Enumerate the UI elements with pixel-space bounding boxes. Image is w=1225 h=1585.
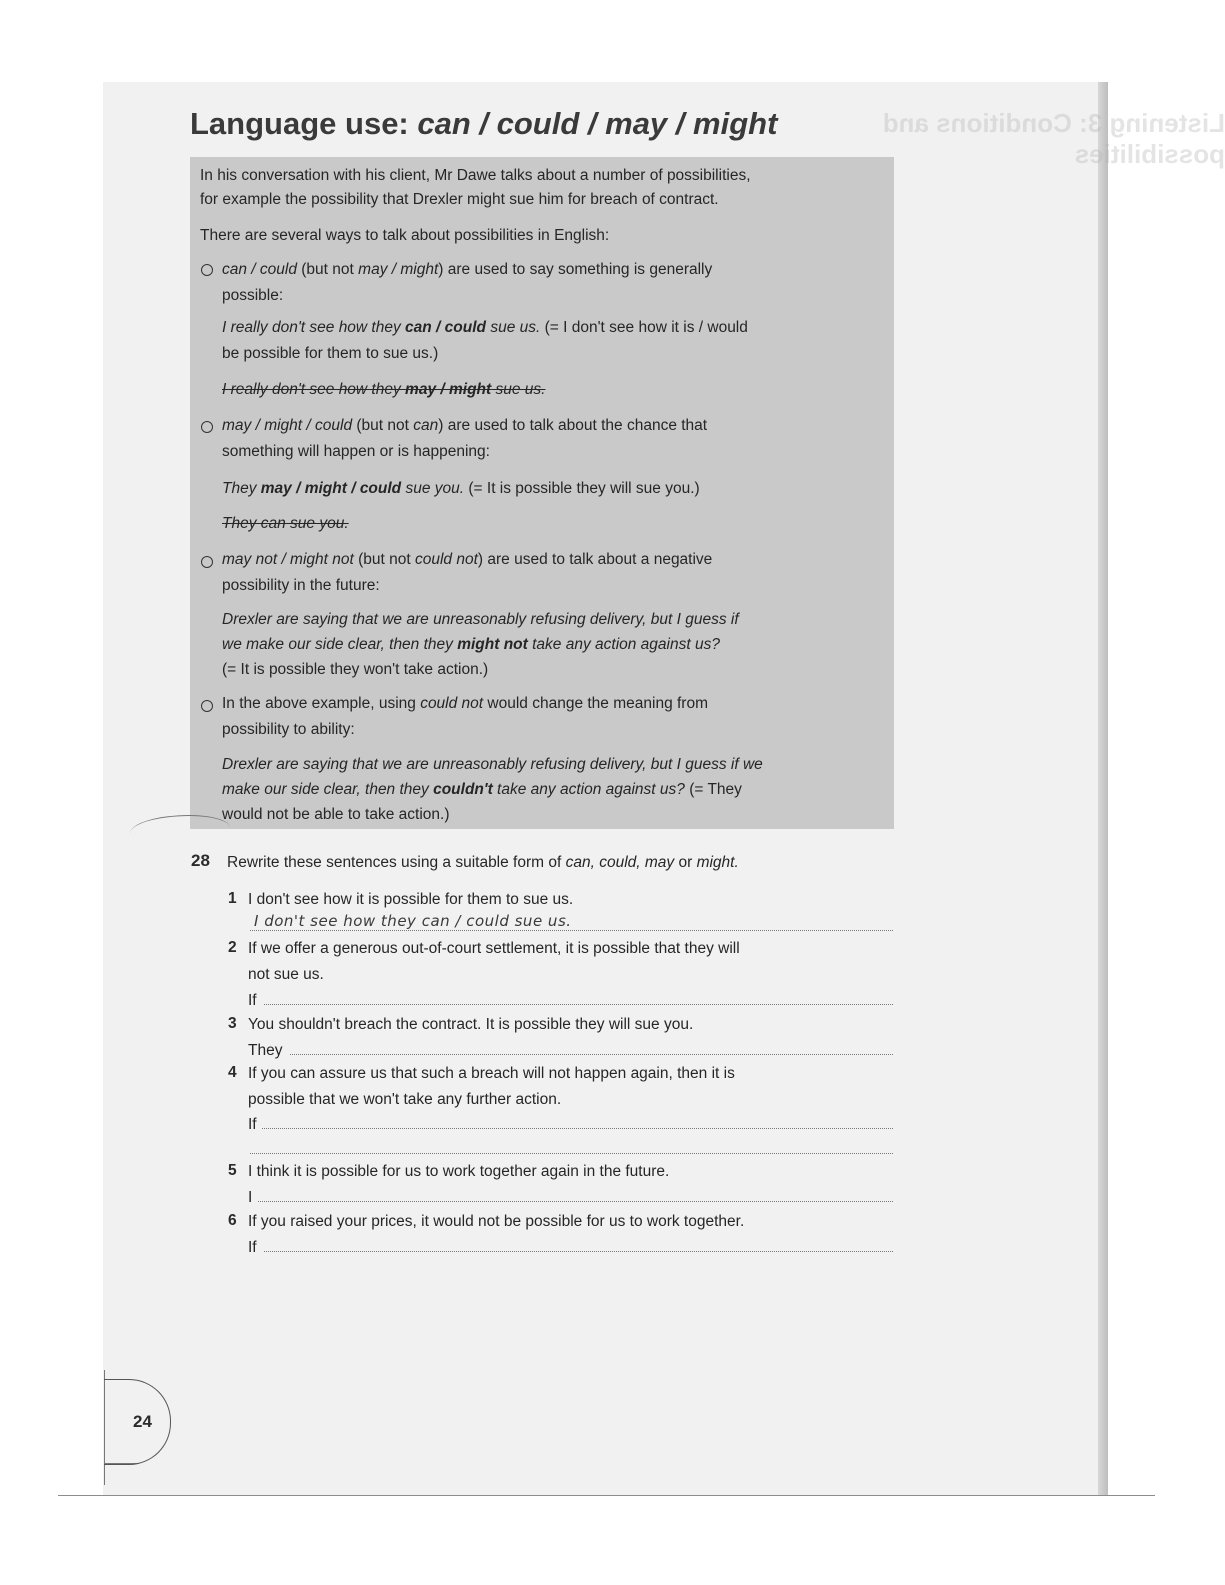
bullet-3-example-3: (= It is possible they won't take action.): [222, 661, 489, 678]
page-title: [190, 106, 777, 142]
item-5-prompt: I think it is possible for us to work together again in the future.: [248, 1163, 670, 1180]
item-2-prompt-line-1: If we offer a generous out-of-court settlement, it is possible that they will: [248, 940, 740, 957]
bullet-4-line-1: In the above example, using could not would change the meaning from: [222, 695, 708, 712]
title-prefix: Language use:: [190, 106, 418, 141]
item-4-prompt-line-1: If you can assure us that such a breach will not happen again, then it is: [248, 1065, 735, 1082]
item-4-start-word: If: [248, 1116, 257, 1133]
item-3-start-word: They: [248, 1042, 283, 1059]
answer-line[interactable]: [264, 1251, 893, 1252]
bottom-rule: [58, 1495, 1155, 1496]
bullet-3-example-2: we make our side clear, then they might not take any action against us?: [222, 636, 720, 653]
bullet-1-example-2: be possible for them to sue us.): [222, 345, 439, 362]
item-6-prompt: If you raised your prices, it would not be possible for us to work together.: [248, 1213, 745, 1230]
answer-line[interactable]: [250, 1153, 893, 1154]
bullet-4-line-2: possibility to ability:: [222, 721, 355, 738]
bullet-4-example-1: Drexler are saying that we are unreasonably refusing delivery, but I guess if we: [222, 756, 763, 773]
item-1-answer: I don't see how they can / could sue us.: [254, 912, 572, 930]
item-1-prompt: I don't see how it is possible for them to sue us.: [248, 891, 574, 908]
item-3-prompt: You shouldn't breach the contract. It is possible they will sue you.: [248, 1016, 694, 1033]
answer-line[interactable]: [250, 930, 893, 931]
bullet-2-line-1: may / might / could (but not can) are used to talk about the chance that: [222, 417, 708, 434]
item-number: 3: [228, 1015, 237, 1032]
item-number: 4: [228, 1064, 237, 1081]
item-2-start-word: If: [248, 992, 257, 1009]
page-edge-shadow: [1098, 82, 1108, 1495]
bullet-icon: [201, 556, 213, 568]
item-number: 6: [228, 1212, 237, 1229]
bullet-2-line-2: something will happen or is happening:: [222, 443, 490, 460]
bullet-icon: [201, 700, 213, 712]
title-modals: can / could / may / might: [417, 106, 778, 141]
bullet-icon: [201, 421, 213, 433]
intro-line-1: In his conversation with his client, Mr Dawe talks about a number of possibilities,: [200, 167, 751, 184]
item-number: 2: [228, 939, 237, 956]
page-number: 24: [133, 1412, 152, 1431]
bullet-2-wrong-example: They can sue you.: [222, 515, 349, 532]
answer-line[interactable]: [290, 1054, 893, 1055]
answer-line[interactable]: [264, 1004, 893, 1005]
bullet-4-example-2: make our side clear, then they couldn't take any action against us? (= They: [222, 781, 742, 798]
bullet-icon: [201, 264, 213, 276]
answer-line[interactable]: [262, 1128, 893, 1129]
bullet-3-example-1: Drexler are saying that we are unreasonably refusing delivery, but I guess if: [222, 611, 739, 628]
item-number: 1: [228, 890, 237, 907]
answer-line[interactable]: [258, 1201, 893, 1202]
intro-line-2: for example the possibility that Drexler might sue him for breach of contract.: [200, 191, 719, 208]
item-6-start-word: If: [248, 1239, 257, 1256]
exercise-instruction: Rewrite these sentences using a suitable form of can, could, may or might.: [227, 854, 739, 871]
intro-line-3: There are several ways to talk about possibilities in English:: [200, 227, 610, 244]
bullet-1-wrong-example: I really don't see how they may / might sue us.: [222, 381, 546, 398]
bullet-1-line-2: possible:: [222, 287, 284, 304]
bullet-4-example-3: would not be able to take action.): [222, 806, 450, 823]
item-number: 5: [228, 1162, 237, 1179]
bullet-1-example-1: I really don't see how they can / could sue us. (= I don't see how it is / would: [222, 319, 748, 336]
bullet-3-line-2: possibility in the future:: [222, 577, 380, 594]
exercise-number: 28: [191, 851, 210, 870]
show-through-heading: Listening 3: Conditions and possibilities: [882, 108, 1225, 169]
bullet-2-example: They may / might / could sue you. (= It is possible they will sue you.): [222, 480, 700, 497]
bullet-3-line-1: may not / might not (but not could not) are used to talk about a negative: [222, 551, 713, 568]
bullet-1-line-1: can / could (but not may / might) are used to say something is generally: [222, 261, 713, 278]
item-5-start-word: I: [248, 1189, 253, 1206]
item-4-prompt-line-2: possible that we won't take any further action.: [248, 1091, 562, 1108]
item-2-prompt-line-2: not sue us.: [248, 966, 324, 983]
